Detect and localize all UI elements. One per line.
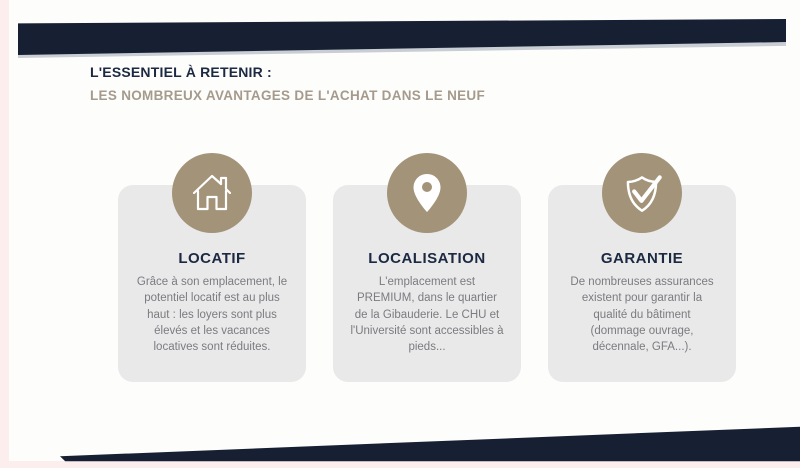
shield-check-icon <box>602 153 682 233</box>
card-body: Grâce à son emplacement, le potentiel locatif est au plus haut : les loyers sont plus élevés et les vacances locatives sont réduites. <box>136 276 288 354</box>
card-title: LOCALISATION <box>368 250 486 267</box>
card-body: De nombreuses assurances existent pour garantir la qualité du bâtiment (dommage ouvrage, décennale, GFA...). <box>570 276 714 354</box>
card-title: GARANTIE <box>600 250 684 267</box>
card-locatif <box>118 185 306 382</box>
benefit-cards <box>118 185 736 382</box>
location-pin-icon <box>387 153 467 233</box>
card-body: L'emplacement est PREMIUM, dans le quartier de la Gibauderie. Le CHU et l'Université sont accessibles à pieds... <box>350 276 504 354</box>
card-garantie <box>548 185 736 382</box>
slide-subtitle: LES NOMBREUX AVANTAGES DE L'ACHAT DANS LE NEUF <box>90 88 486 103</box>
card-title: LOCATIF <box>178 250 246 267</box>
house-icon <box>172 153 252 233</box>
card-localisation <box>333 185 521 382</box>
slide-title: L'ESSENTIEL À RETENIR : <box>90 64 272 80</box>
